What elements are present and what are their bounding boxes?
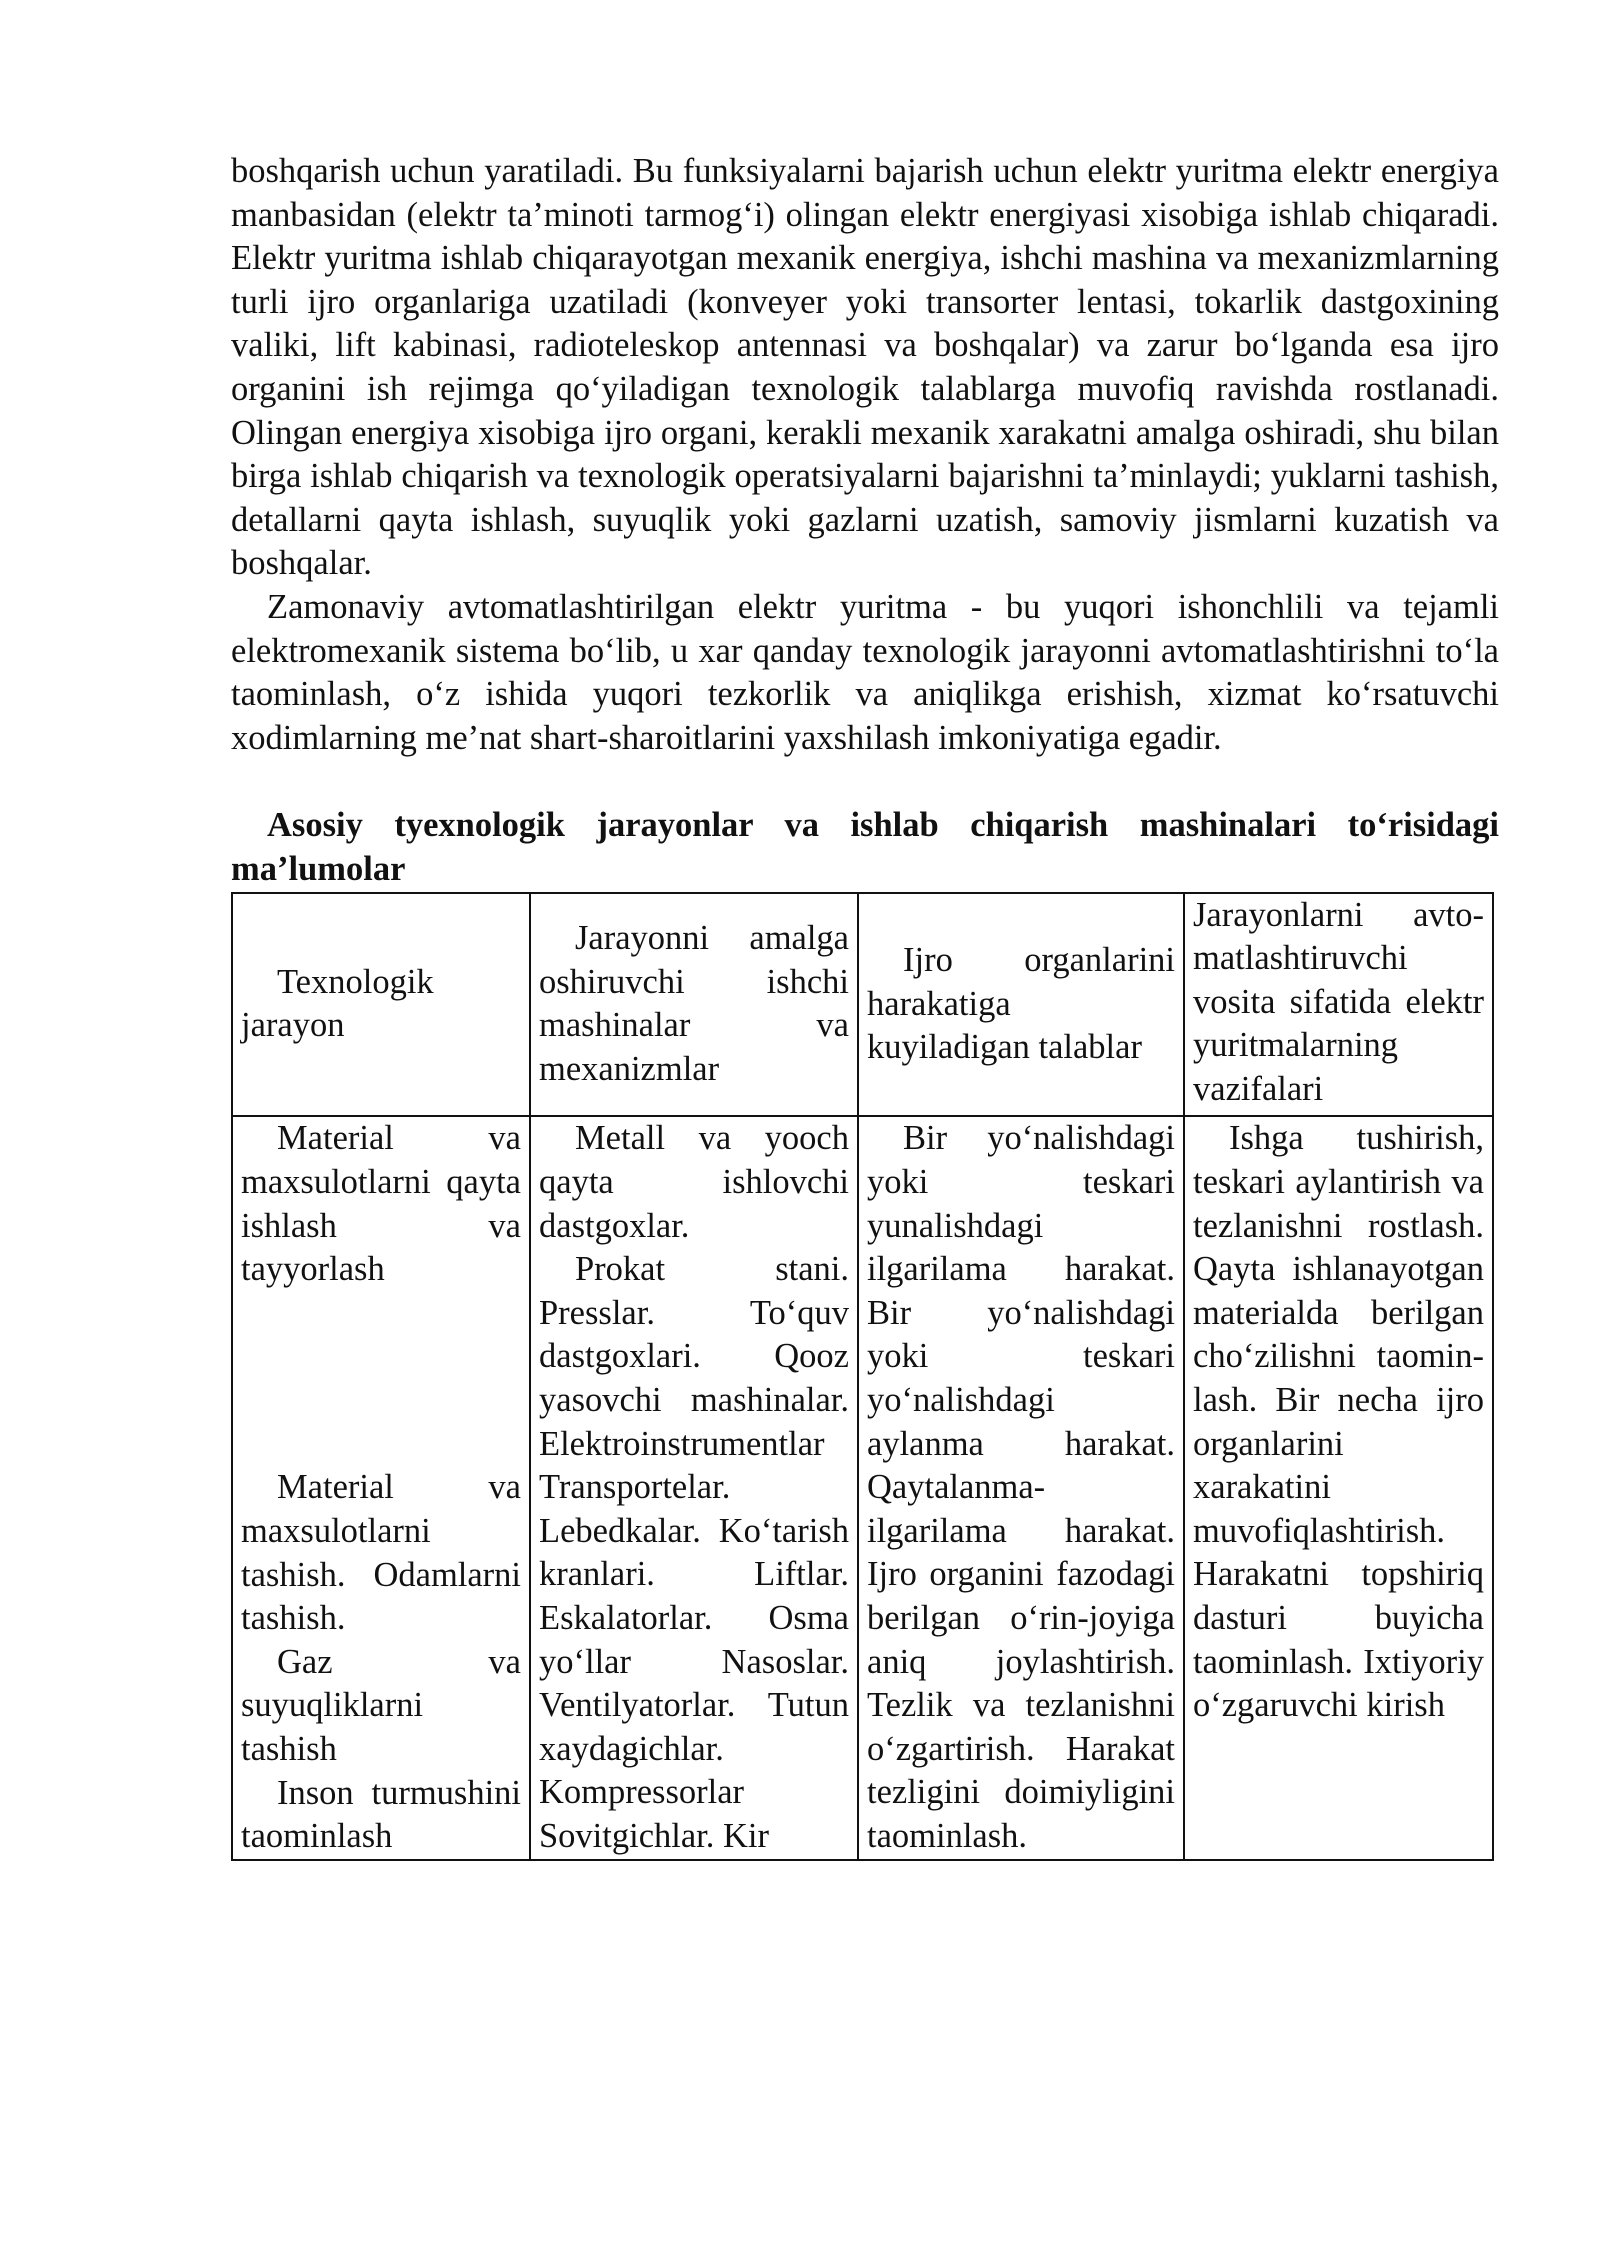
process-3: Gaz va suyuqliklarni tashish <box>241 1642 521 1769</box>
body-paragraph-2: Zamonaviy avtomatlashtirilgan elektr yuritma - bu yuqori ishonchlili va tejamli elektromexanik sistema bo‘lib, u xar qanday texnologik jarayonni avtomatlashtirishni to‘la taominlash, o‘z ishida yuqori tezkorlik va aniqlikga erishish, xizmat ko‘rsatuvchi xodimlarning me’nat shart-sharoitlarini yaxshilash imkoniyatiga egadir. <box>231 587 1499 757</box>
process-4: Inson turmushini taominlash <box>241 1773 521 1856</box>
process-1: Material va maxsulotlarni qayta ishlash va tayyorlash <box>241 1119 521 1289</box>
table-row <box>232 1116 1493 1859</box>
process-2: Material va maxsulotlarni tashish. Odamlarni tashish. <box>241 1468 521 1638</box>
table-cell-requirements <box>858 1116 1184 1859</box>
table-header-row <box>232 893 1493 1117</box>
header-cell-3: Ijro organlarini harakatiga kuyiladigan talablar <box>858 893 1184 1117</box>
spacer <box>231 760 1499 804</box>
header-cell-1: Texnologik jarayon <box>232 893 530 1117</box>
machines-2: Prokat stani. Presslar. To‘quv dastgoxlari. Qooz yasovchi mashinalar. Elektroinstrumentlar Transportelar. Lebedkalar. Ko‘tarish kranlari. Liftlar. Eskalatorlar. Osma yo‘llar Nasoslar. Ventilyatorlar. Tutun xaydagichlar. Kompressorlar Sovitgichlar. Kir <box>539 1250 849 1855</box>
document-page <box>231 150 1499 1861</box>
functions-text: Ishga tushirish, teskari aylantirish va tezlanishni rostlash. Qayta ishlanayotgan materialda berilgan cho‘zilishni taomin-lash. Bir necha ijro organlarini xarakatini muvofiqlashtirish. Harakatni topshiriq dasturi buyicha taominlash. Ixtiyoriy o‘zgaruvchi kirish <box>1193 1119 1484 1725</box>
table-cell-machines <box>530 1116 858 1859</box>
table-cell-process <box>232 1116 530 1859</box>
body-paragraph-1: boshqarish uchun yaratiladi. Bu funksiyalarni bajarish uchun elektr yuritma elektr energiya manbasidan (elektr ta’minoti tarmog‘i) olingan elektr energiyasi xisobiga ishlab chiqaradi. Elektr yuritma ishlab chiqarayotgan mexanik energiya, ishchi mashina va mexanizmlarning turli ijro organlariga uzatiladi (konveyer yoki transorter lentasi, tokarlik dastgoxining valiki, lift kabinasi, radioteleskop antennasi va boshqalar) va zarur bo‘lganda esa ijro organini ish rejimga qo‘yiladigan texnologik talablarga muvofiq ravishda rostlanadi. Olingan energiya xisobiga ijro organi, kerakli mexanik xarakatni amalga oshiradi, shu bilan birga ishlab chiqarish va texnologik operatsiyalarni bajarishni ta’minlaydi; yuklarni tashish, detallarni qayta ishlash, suyuqlik yoki gazlarni uzatish, samoviy jismlarni kuzatish va boshqalar. <box>231 152 1499 583</box>
machines-1: Metall va yooch qayta ishlovchi dastgoxlar. <box>539 1119 849 1245</box>
header-cell-2: Jarayonni amalga oshiruvchi ishchi mashinalar va mexanizmlar <box>530 893 858 1117</box>
requirements-text: Bir yo‘nalishdagi yoki teskari yunalishdagi ilgarilama harakat. Bir yo‘nalishdagi yoki teskari yo‘nalishdagi aylanma harakat. Qaytalanma-ilgarilama harakat. Ijro organini fazodagi berilgan o‘rin-joyiga aniq joylashtirish. Tezlik va tezlanishni o‘zgartirish. Harakat tezligini doimiyligini taominlash. <box>867 1119 1175 1855</box>
header-cell-4: Jarayonlarni avto-matlashtiruvchi vosita sifatida elektr yuritmalarning vazifalari <box>1184 893 1493 1117</box>
table-cell-functions <box>1184 1116 1493 1859</box>
data-table <box>231 892 1494 1861</box>
table-title: Asosiy tyexnologik jarayonlar va ishlab chiqarish mashinalari to‘risidagi ma’lumolar <box>231 806 1499 888</box>
